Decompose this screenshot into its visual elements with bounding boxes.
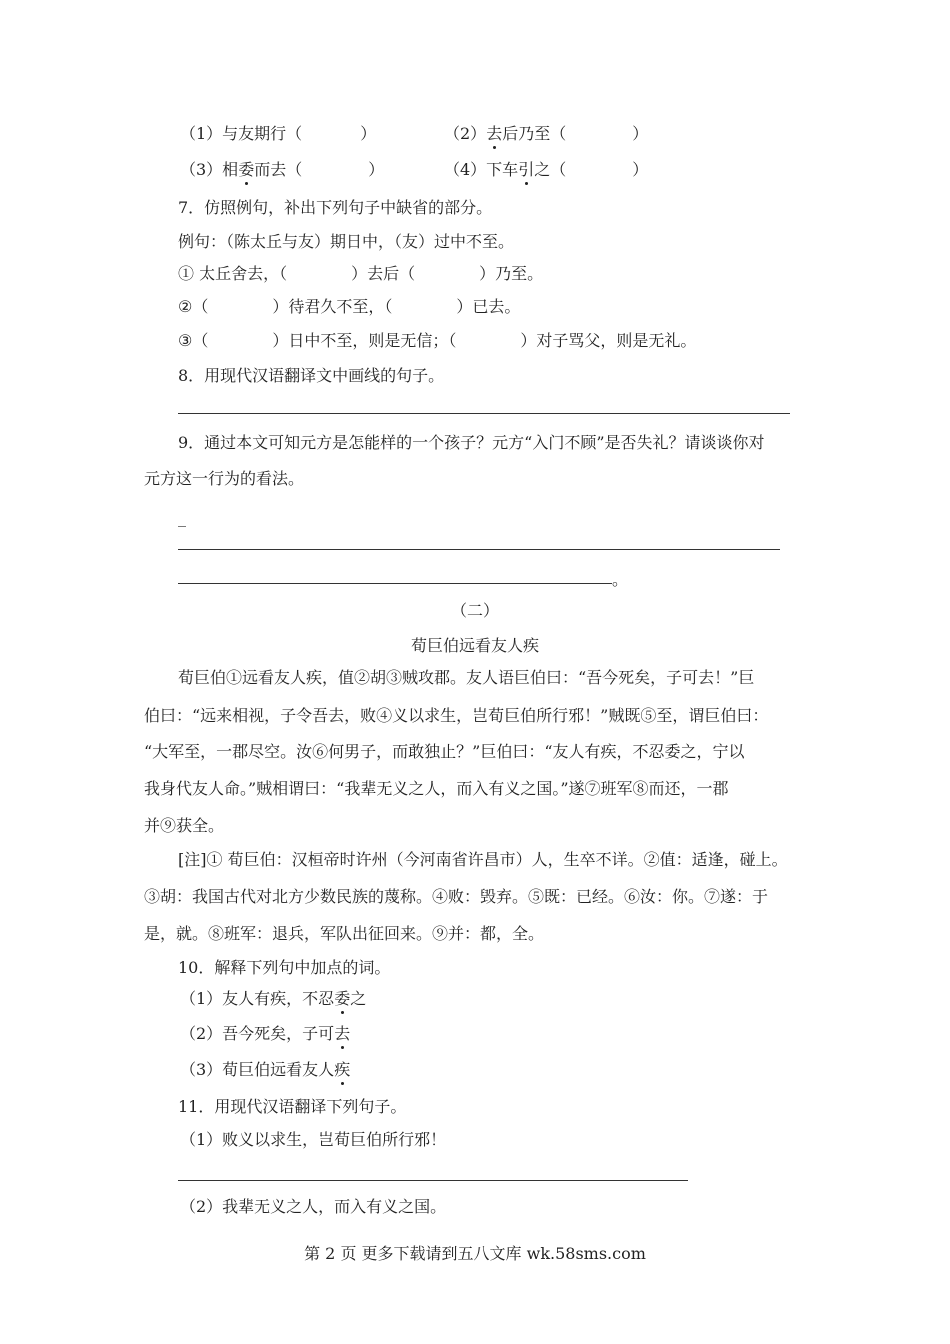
q11-item-1: （1）败义以求生，岂荀巨伯所行邪！: [180, 1130, 447, 1149]
q7-sentence-1: [178, 264, 543, 284]
q7-s3-c: ）对子骂父，则是无礼。: [520, 331, 697, 350]
passage-title: 荀巨伯远看友人疾: [410, 636, 539, 655]
q7-s2-a: ②（: [178, 297, 209, 316]
q10-item-2-dotted-word: 去: [334, 1024, 351, 1043]
q6-item-2-rest: 后乃至（: [502, 124, 567, 143]
q10-item-1-b: 之: [350, 989, 367, 1008]
q7-s2-b: ）待君久不至，（: [272, 297, 393, 316]
q9-end-mark: 。: [612, 570, 629, 589]
q10-item-1-dotted-word: 委: [334, 989, 351, 1008]
q6-item-2-dotted-word: 去: [486, 124, 503, 143]
passage-line-5: 并⑨获全。: [144, 816, 225, 835]
q6-item-2: [444, 124, 648, 144]
q6-item-4-close: ）: [632, 160, 649, 179]
q6-item-3-label: （3）相: [180, 160, 239, 179]
q6-item-1-label: （1）与友期行（: [180, 124, 303, 143]
passage-line-3: “大军至，一郡尽空。汝⑥何男子，而敢独止？”巨伯曰：“友人有疾，不忍委之，宁以: [144, 742, 745, 761]
q10-item-2-a: （2）吾今死矣，子可: [180, 1024, 335, 1043]
passage-line-2: 伯曰：“远来相视，子令吾去，败④义以求生，岂荀巨伯所行邪！”贼既⑤至，谓巨伯曰：: [144, 706, 769, 725]
q11-title: 11．用现代汉语翻译下列句子。: [178, 1097, 407, 1116]
page-footer: 第 2 页 更多下载请到五八文库 wk.58sms.com: [304, 1244, 646, 1263]
q6-item-4-label: （4）下车: [444, 160, 519, 179]
q6-item-3-close: ）: [368, 160, 385, 179]
q6-item-3-rest: 而去（: [254, 160, 303, 179]
q6-item-1-close: ）: [360, 124, 377, 143]
q10-item-3-dotted-word: 疾: [334, 1060, 351, 1079]
section-number: （二）: [450, 601, 499, 620]
q9-line-1: 9．通过本文可知元方是怎能样的一个孩子？元方“入门不顾”是否失礼？请谈谈你对: [178, 433, 765, 452]
passage-line-4: 我身代友人命。”贼相谓曰：“我辈无义之人，而入有义之国。”遂⑦班军⑧而还，一郡: [144, 779, 729, 798]
note-line-1: [注]① 荀巨伯：汉桓帝时许州（今河南省许昌市）人，生卒不详。②值：适逢，碰上。: [178, 850, 788, 869]
q7-sentence-2: [178, 297, 520, 317]
note-line-3: 是，就。⑧班军：退兵，军队出征回来。⑨并：都，全。: [144, 924, 545, 943]
q6-item-3-dotted-word: 委: [238, 160, 255, 179]
passage-line-1: 荀巨伯①远看友人疾，值②胡③贼攻郡。友人语巨伯曰：“吾今死矣，子可去！”巨: [178, 668, 755, 687]
q10-item-3-a: （3）荀巨伯远看友人: [180, 1060, 335, 1079]
q7-s1-a: ① 太丘舍去，（: [178, 264, 288, 283]
q10-item-2: [180, 1024, 350, 1044]
q10-title: 10．解释下列句中加点的词。: [178, 958, 391, 977]
q9-line-2: 元方这一行为的看法。: [144, 469, 305, 488]
q10-item-1-a: （1）友人有疾，不忍: [180, 989, 335, 1008]
q7-title: 7．仿照例句，补出下列句子中缺省的部分。: [178, 198, 493, 217]
q11-answer-line-1[interactable]: [178, 1180, 688, 1181]
q10-item-1: [180, 989, 366, 1009]
q9-answer-line-2[interactable]: [178, 583, 612, 584]
q11-item-2: （2）我辈无义之人，而入有义之国。: [180, 1197, 447, 1216]
q8-title: 8．用现代汉语翻译文中画线的句子。: [178, 366, 445, 385]
q6-item-4: [444, 160, 648, 180]
q7-s3-b: ）日中不至，则是无信；（: [272, 331, 457, 350]
q7-s3-a: ③（: [178, 331, 209, 350]
q7-s1-b: ）去后（: [351, 264, 416, 283]
q7-sentence-3: [178, 331, 696, 351]
note-line-2: ③胡：我国古代对北方少数民族的蔑称。④败：毁弃。⑤既：已经。⑥汝：你。⑦遂：于: [144, 887, 769, 906]
q6-item-2-label: （2）: [444, 124, 487, 143]
q6-item-2-close: ）: [632, 124, 649, 143]
q7-example: 例句：（陈太丘与友）期日中，（友）过中不至。: [178, 232, 515, 251]
q9-dash: _: [178, 508, 186, 527]
q6-item-3: [180, 160, 384, 180]
q6-item-4-rest: 之（: [534, 160, 567, 179]
q10-item-3: [180, 1060, 350, 1080]
q6-item-1: [180, 124, 376, 144]
q9-answer-line-1[interactable]: [178, 549, 780, 550]
q6-item-4-dotted-word: 引: [518, 160, 535, 179]
q7-s1-c: ）乃至。: [479, 264, 544, 283]
q8-answer-line[interactable]: [178, 413, 790, 414]
q7-s2-c: ）已去。: [456, 297, 521, 316]
